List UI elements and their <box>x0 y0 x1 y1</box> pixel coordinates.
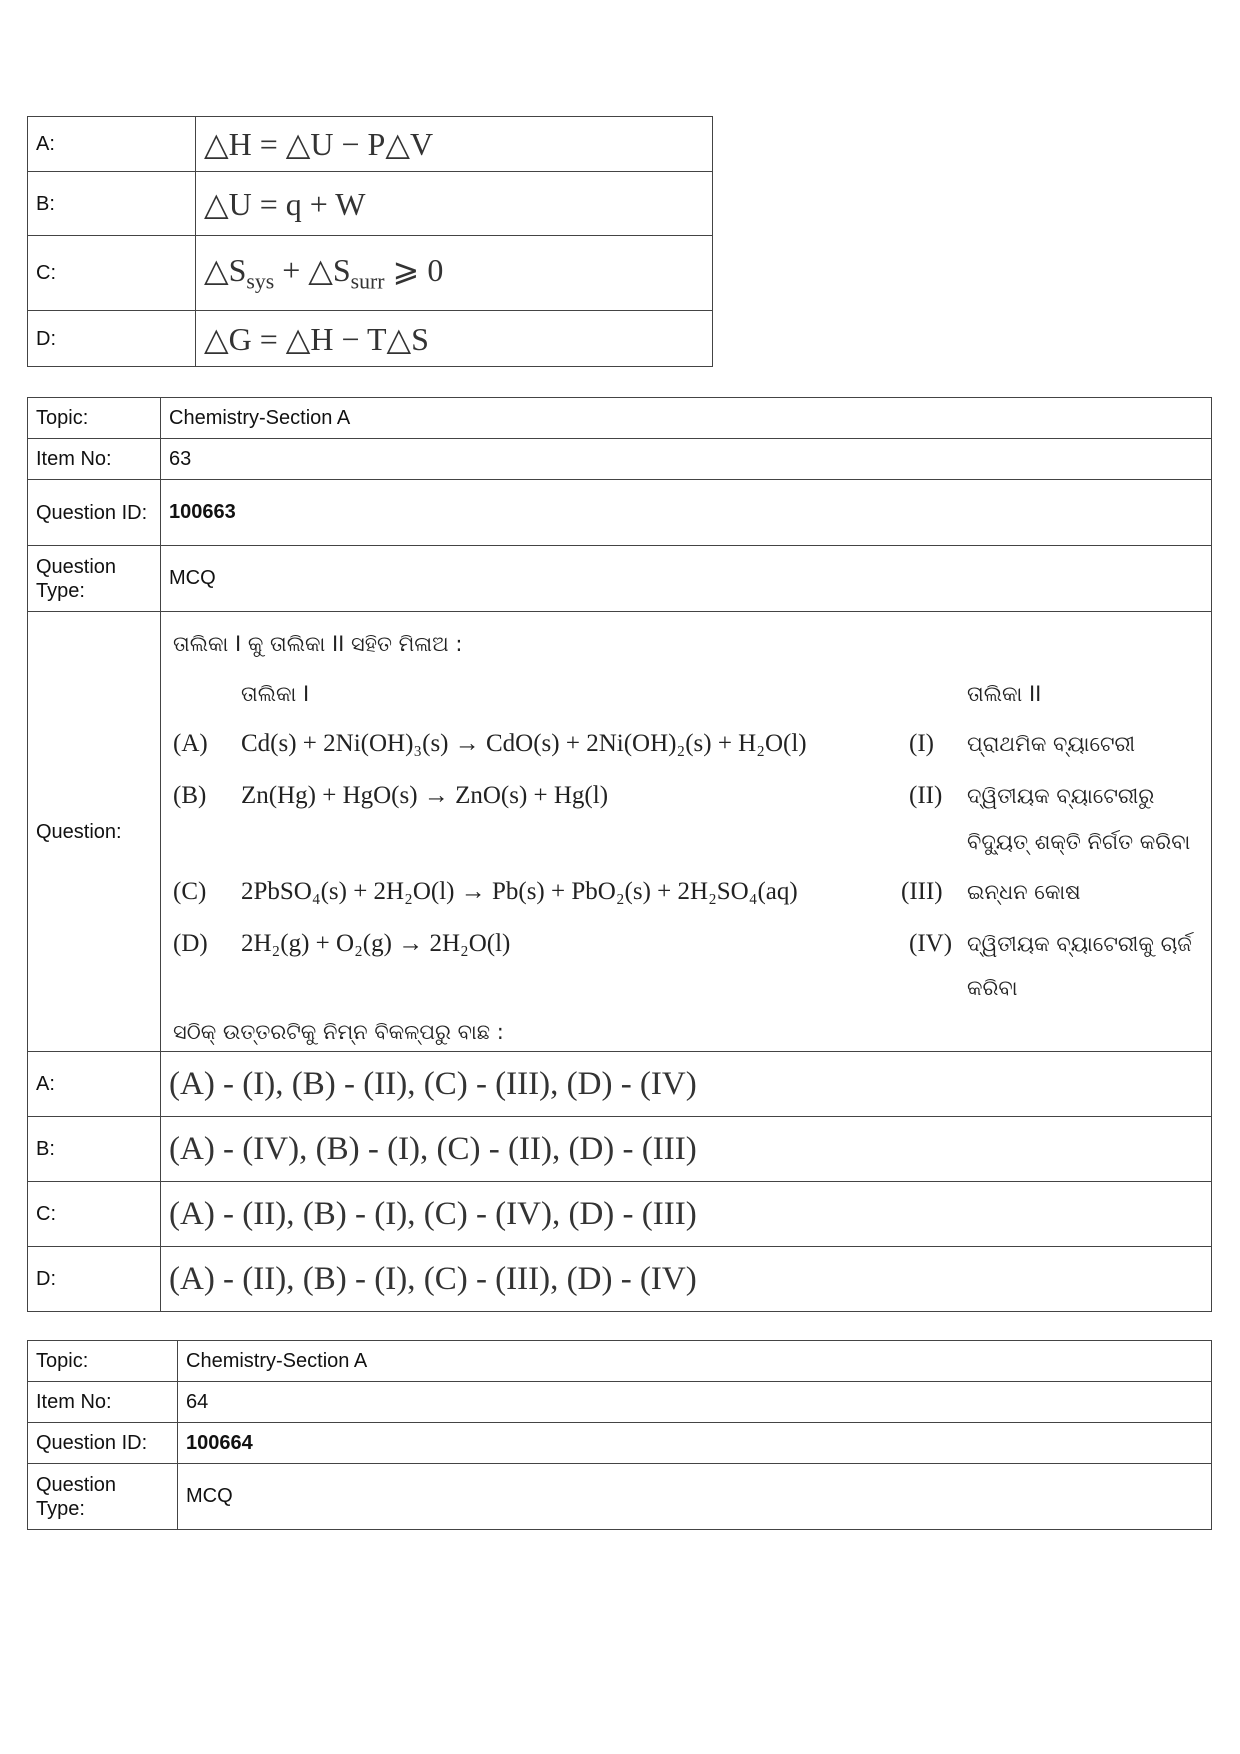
question-63-table <box>27 397 1212 1312</box>
answer-option-row <box>28 1117 1212 1182</box>
row-key: (C) <box>173 877 207 905</box>
list-2-heading: ତାଲିକା II <box>967 681 1042 706</box>
question-intro: ତାଲିକା I କୁ ତାଲିକା II ସହିତ ମିଳାଅ : <box>173 631 463 656</box>
item-no-value: 64 <box>178 1382 1212 1423</box>
question-row <box>28 612 1212 1052</box>
item-no-row <box>28 439 1212 480</box>
row-description-continued: କରିବା <box>967 975 1018 1000</box>
question-type-value: MCQ <box>178 1464 1212 1530</box>
option-row <box>28 117 713 172</box>
item-no-value: 63 <box>161 439 1212 480</box>
question-type-value: MCQ <box>161 546 1212 612</box>
question-type-row <box>28 546 1212 612</box>
topic-row <box>28 398 1212 439</box>
answer-option-text: (A) - (II), (B) - (I), (C) - (IV), (D) - (III) <box>161 1182 1212 1247</box>
row-description: ଇନ୍ଧନ କୋଷ <box>967 879 1081 904</box>
topic-value: Chemistry-Section A <box>178 1341 1212 1382</box>
option-row <box>28 236 713 311</box>
question-type-label: Question Type: <box>28 1464 178 1530</box>
question-type-label: Question Type: <box>28 546 161 612</box>
item-no-label: Item No: <box>28 1382 178 1423</box>
row-description: ଦ୍ୱିତୀୟକ ବ୍ୟାଟେରୀରୁ <box>967 783 1155 808</box>
option-label: C: <box>28 236 196 311</box>
answer-option-row <box>28 1182 1212 1247</box>
question-id-value: 100663 <box>161 480 1212 546</box>
answer-option-label: B: <box>28 1117 161 1182</box>
item-no-row <box>28 1382 1212 1423</box>
option-label: A: <box>28 117 196 172</box>
row-equation: 2PbSO₄(s) + 2H₂O(l) → Pb(s) + PbO₂(s) + 2H₂SO₄(aq) <box>241 877 798 905</box>
option-row <box>28 172 713 236</box>
answer-option-text: (A) - (I), (B) - (II), (C) - (III), (D) - (IV) <box>161 1052 1212 1117</box>
row-equation: Cd(s) + 2Ni(OH)₃(s) → CdO(s) + 2Ni(OH)₂(s) + H₂O(l) <box>241 729 807 757</box>
question-id-row <box>28 480 1212 546</box>
question-id-value: 100664 <box>178 1423 1212 1464</box>
answer-option-text: (A) - (II), (B) - (I), (C) - (III), (D) - (IV) <box>161 1247 1212 1312</box>
row-equation: 2H₂(g) + O₂(g) → 2H₂O(l) <box>241 929 511 957</box>
question-id-label: Question ID: <box>28 1423 178 1464</box>
row-key: (A) <box>173 729 208 757</box>
answer-option-label: D: <box>28 1247 161 1312</box>
topic-row <box>28 1341 1212 1382</box>
row-description: ଦ୍ୱିତୀୟକ ବ୍ୟାଟେରୀକୁ ଚାର୍ଜ <box>967 931 1192 956</box>
option-formula: $\triangle S_{sys}$ + $\triangle S_{surr}$ ⩾ 0 <box>196 236 713 311</box>
previous-options-table <box>27 116 713 367</box>
option-formula: △U = q + W <box>196 172 713 236</box>
row-description-continued: ବିଦ୍ୟୁତ୍ ଶକ୍ତି ନିର୍ଗତ କରିବା <box>967 829 1191 854</box>
answer-option-label: A: <box>28 1052 161 1117</box>
question-outro: ସଠିକ୍ ଉତ୍ତରଟିକୁ ନିମ୍ନ ବିକଳ୍ପରୁ ବାଛ : <box>173 1019 504 1044</box>
answer-option-label: C: <box>28 1182 161 1247</box>
option-row <box>28 311 713 367</box>
answer-option-text: (A) - (IV), (B) - (I), (C) - (II), (D) - (III) <box>161 1117 1212 1182</box>
topic-label: Topic: <box>28 398 161 439</box>
answer-option-row <box>28 1247 1212 1312</box>
row-number: (II) <box>909 781 943 809</box>
row-number: (III) <box>901 877 943 905</box>
question-64-table <box>27 1340 1212 1530</box>
topic-label: Topic: <box>28 1341 178 1382</box>
row-number: (IV) <box>909 929 953 957</box>
row-key: (D) <box>173 929 208 957</box>
row-equation: Zn(Hg) + HgO(s) → ZnO(s) + Hg(l) <box>241 781 609 809</box>
option-label: D: <box>28 311 196 367</box>
question-body <box>161 612 1212 1052</box>
question-id-row <box>28 1423 1212 1464</box>
topic-value: Chemistry-Section A <box>161 398 1212 439</box>
option-label: B: <box>28 172 196 236</box>
row-description: ପ୍ରାଥମିକ ବ୍ୟାଟେରୀ <box>967 731 1136 756</box>
question-label: Question: <box>28 612 161 1052</box>
row-key: (B) <box>173 781 207 809</box>
question-type-row <box>28 1464 1212 1530</box>
option-formula: △H = △U − P△V <box>196 117 713 172</box>
row-number: (I) <box>909 729 934 757</box>
question-id-label: Question ID: <box>28 480 161 546</box>
list-1-heading: ତାଲିକା I <box>241 681 310 706</box>
answer-option-row <box>28 1052 1212 1117</box>
option-formula: △G = △H − T△S <box>196 311 713 367</box>
item-no-label: Item No: <box>28 439 161 480</box>
